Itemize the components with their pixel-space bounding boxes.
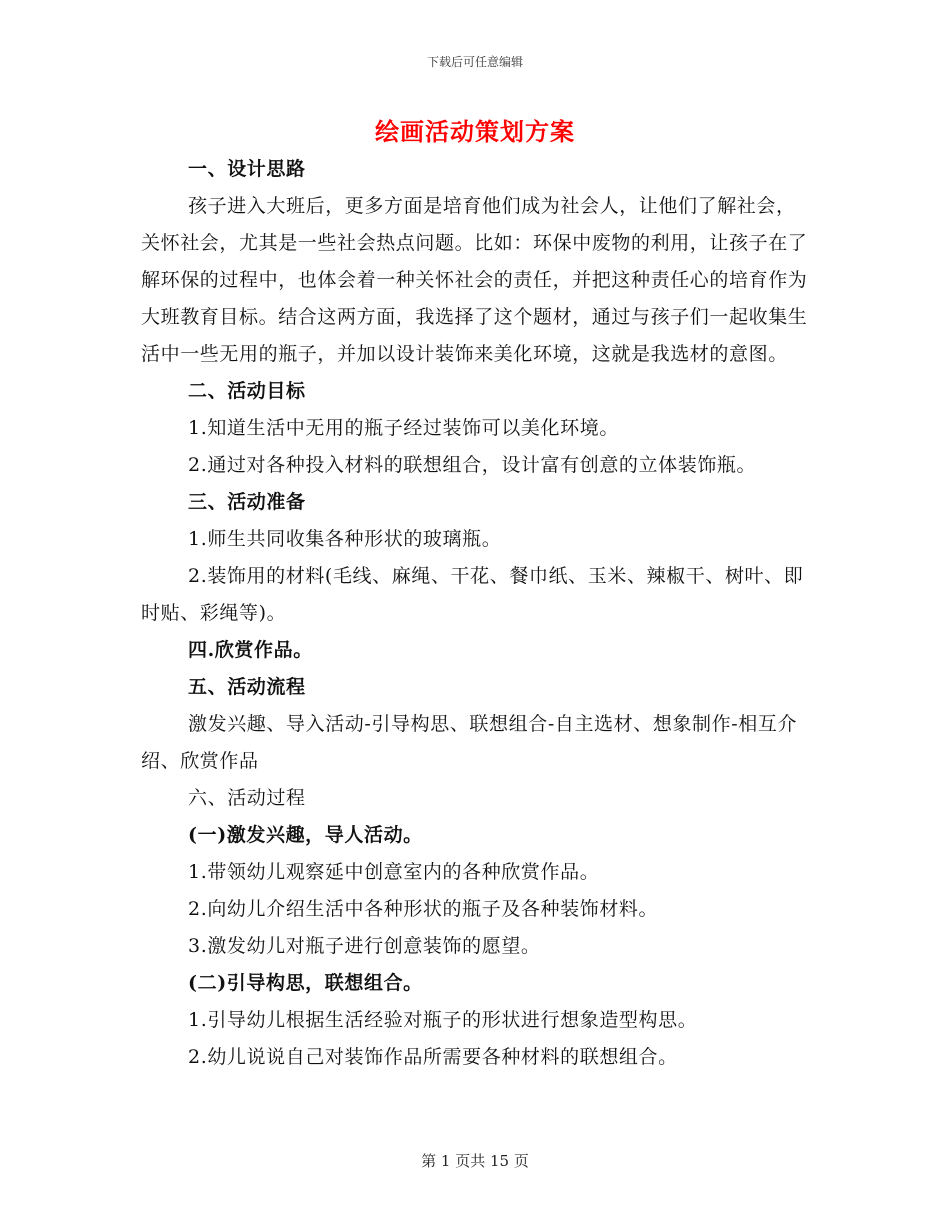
- process-part1-heading: (一)激发兴趣，导人活动。: [188, 824, 423, 846]
- document-body: [141, 151, 809, 1076]
- document-title: 绘画活动策划方案: [375, 117, 575, 146]
- design-paragraph: 孩子进入大班后，更多方面是培育他们成为社会人，让他们了解社会，关怀社会，尤其是一些社会热点问题。比如：环保中废物的利用，让孩子在了解环保的过程中，也体会着一种关怀社会的责任，并把这种责任心的培育作为大班教育目标。结合这两方面，我选择了这个题材，通过与孩子们一起收集生活中一些无用的瓶子，并加以设计装饰来美化环境，这就是我选材的意图。: [141, 195, 808, 365]
- page-footer: 第 1 页共 15 页: [421, 1152, 529, 1170]
- process-part1-item-2: 2.向幼儿介绍生活中各种形状的瓶子及各种装饰材料。: [188, 898, 659, 920]
- prep-item-2: 2.装饰用的材料(毛线、麻绳、干花、餐巾纸、玉米、辣椒干、树叶、即时贴、彩绳等)。: [141, 565, 804, 624]
- section-heading-process: 六、活动过程: [188, 787, 306, 809]
- section-heading-prep: 三、活动准备: [188, 491, 306, 513]
- process-part2-item-2: 2.幼儿说说自己对装饰作品所需要各种材料的联想组合。: [188, 1046, 678, 1068]
- process-part2-heading: (二)引导构思，联想组合。: [188, 972, 423, 994]
- section-heading-appreciate: 四.欣赏作品。: [188, 639, 313, 661]
- process-part1-item-1: 1.带领幼儿观察延中创意室内的各种欣赏作品。: [188, 861, 600, 883]
- prep-item-1: 1.师生共同收集各种形状的玻璃瓶。: [188, 528, 502, 550]
- goal-item-1: 1.知道生活中无用的瓶子经过装饰可以美化环境。: [188, 417, 619, 439]
- flow-paragraph: 激发兴趣、导入活动-引导构思、联想组合-自主选材、想象制作-相互介绍、欣赏作品: [141, 713, 798, 772]
- process-part1-item-3: 3.激发幼儿对瓶子进行创意装饰的愿望。: [188, 935, 541, 957]
- section-heading-goals: 二、活动目标: [188, 380, 306, 402]
- process-part2-item-1: 1.引导幼儿根据生活经验对瓶子的形状进行想象造型构思。: [188, 1009, 698, 1031]
- section-heading-design: 一、设计思路: [188, 158, 306, 180]
- header-note: 下载后可任意编辑: [426, 55, 523, 69]
- section-heading-flow: 五、活动流程: [188, 676, 306, 698]
- goal-item-2: 2.通过对各种投入材料的联想组合，设计富有创意的立体装饰瓶。: [188, 454, 757, 476]
